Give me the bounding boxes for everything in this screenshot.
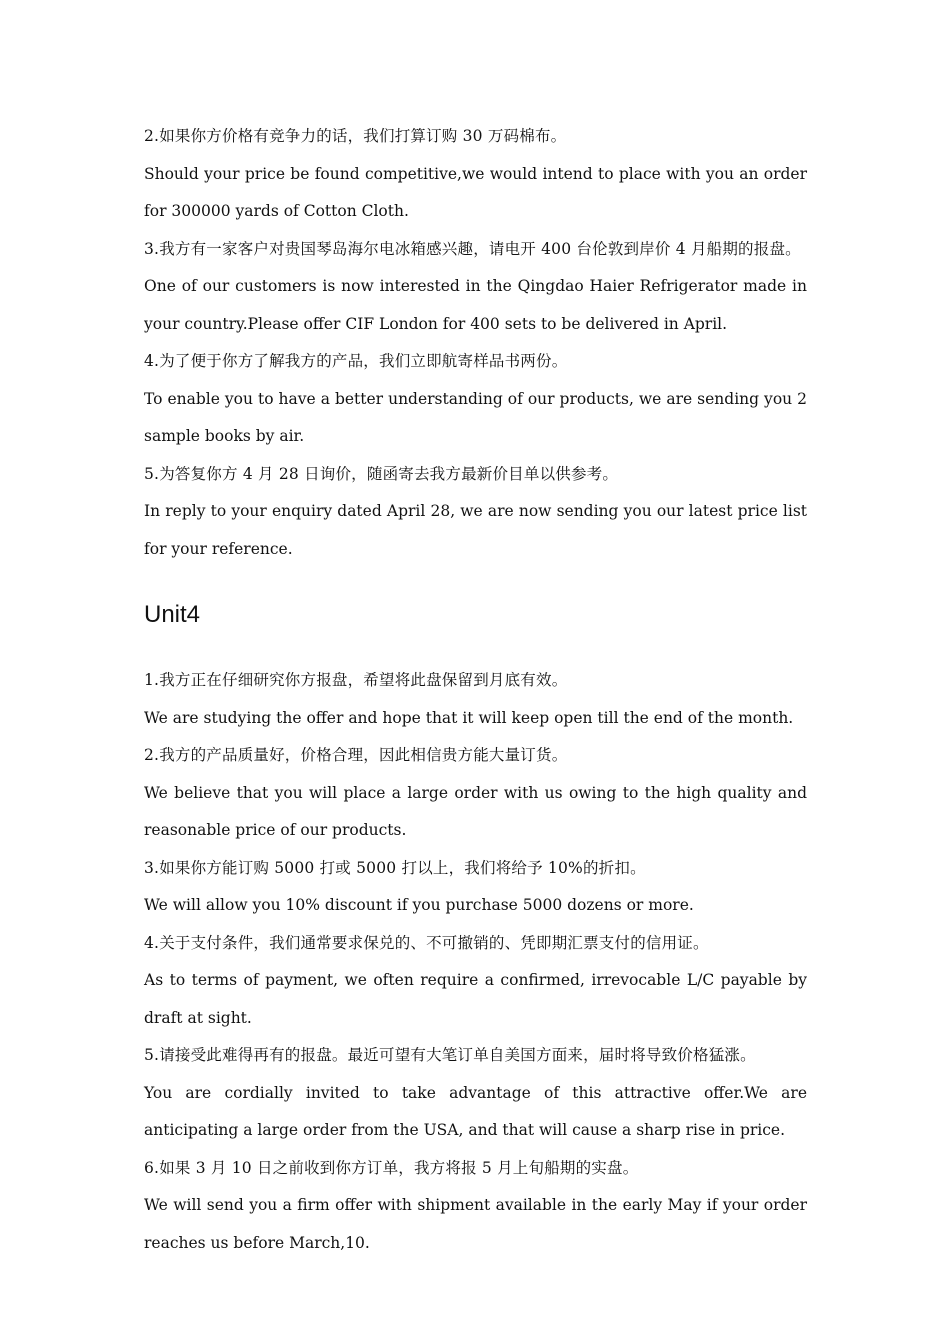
english-translation: One of our customers is now interested in the Qingdao Haier Refrigerator made in your country.Please offer CIF London for 400 sets to be delivered in April. <box>144 277 807 333</box>
chinese-sentence: 3.如果你方能订购 5000 打或 5000 打以上，我们将给予 10%的折扣。 <box>144 858 646 877</box>
chinese-sentence: 3.我方有一家客户对贵国琴岛海尔电冰箱感兴趣，请电开 400 台伦敦到岸价 4 月船期的报盘。 <box>144 239 801 258</box>
chinese-sentence: 4.为了便于你方了解我方的产品，我们立即航寄样品书两份。 <box>144 352 568 370</box>
chinese-sentence: 5.请接受此难得再有的报盘。最近可望有大笔订单自美国方面来，届时将导致价格猛涨。 <box>144 1046 756 1064</box>
document-page <box>144 118 807 1262</box>
chinese-sentence: 6.如果 3 月 10 日之前收到你方订单，我方将报 5 月上旬船期的实盘。 <box>144 1158 639 1177</box>
english-translation: To enable you to have a better understanding of our products, we are sending you 2 sample books by air. <box>144 389 807 445</box>
heading-spacer <box>144 640 807 662</box>
chinese-sentence: 4.关于支付条件，我们通常要求保兑的、不可撤销的、凭即期汇票支付的信用证。 <box>144 933 709 952</box>
section-a <box>144 118 807 568</box>
english-translation: We will allow you 10% discount if you purchase 5000 dozens or more. <box>144 896 694 914</box>
english-translation: We are studying the offer and hope that it will keep open till the end of the month. <box>144 708 794 727</box>
english-translation: In reply to your enquiry dated April 28, we are now sending you our latest price list for your reference. <box>144 502 807 558</box>
unit-heading: Unit4 <box>144 601 201 628</box>
english-translation: You are cordially invited to take advantage of this attractive offer.We are anticipating a large order from the USA, and that will cause a sharp rise in price. <box>144 1083 807 1139</box>
section-unit4 <box>144 662 807 1262</box>
english-translation: We will send you a firm offer with shipment available in the early May if your order reaches us before March,10. <box>144 1196 807 1252</box>
english-translation: We believe that you will place a large order with us owing to the high quality and reasonable price of our products. <box>144 783 807 839</box>
chinese-sentence: 1.我方正在仔细研究你方报盘，希望将此盘保留到月底有效。 <box>144 671 568 689</box>
english-translation: Should your price be found competitive,we would intend to place with you an order for 300000 yards of Cotton Cloth. <box>144 164 807 220</box>
chinese-sentence: 5.为答复你方 4 月 28 日询价，随函寄去我方最新价目单以供参考。 <box>144 464 619 483</box>
chinese-sentence: 2.我方的产品质量好，价格合理，因此相信贵方能大量订货。 <box>144 746 568 764</box>
chinese-sentence: 2.如果你方价格有竞争力的话，我们打算订购 30 万码棉布。 <box>144 127 567 145</box>
english-translation: As to terms of payment, we often require a confirmed, irrevocable L/C payable by draft at sight. <box>144 971 807 1027</box>
